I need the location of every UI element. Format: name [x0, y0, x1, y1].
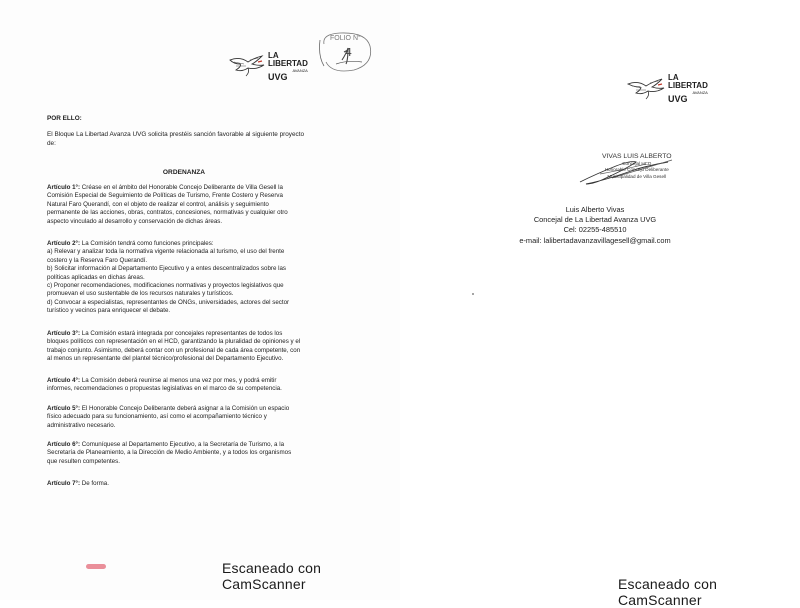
article-label: Artículo 6°:	[47, 441, 81, 448]
article-text: La Comisión tendrá como funciones principales:	[80, 240, 214, 247]
party-logo	[228, 52, 308, 82]
article-text: promuevan el uso sustentable de los recursos naturales y turísticos.	[47, 290, 234, 298]
logo-line-2: LIBERTAD	[268, 59, 308, 68]
camscanner-footer-right: Escaneado con CamScanner	[618, 576, 718, 608]
contact-name: Luis Alberto Vivas	[565, 205, 625, 214]
ordenanza-title: ORDENANZA	[162, 169, 206, 176]
logo-line-2: LIBERTAD	[668, 81, 708, 90]
eagle-logo-icon	[228, 52, 266, 78]
article-3	[47, 330, 325, 364]
folio-label: FOLIO N°	[330, 35, 361, 42]
article-text: administrativo necesario.	[47, 421, 116, 429]
article-text: d) Convocar a especialistas, representantes de ONGs, universidades, actores del sector	[47, 298, 290, 306]
scan-speck	[472, 293, 474, 295]
contact-block	[502, 205, 688, 246]
article-text: La Comisión deberá reunirse al menos una vez por mes, y podrá emitir	[80, 377, 277, 384]
logo-wordmark	[268, 52, 308, 82]
stamp-role: Concejal HCD	[622, 160, 652, 166]
article-1	[47, 184, 325, 226]
logo-line-3: AVANZA	[692, 90, 708, 95]
article-label: Artículo 3°:	[47, 330, 81, 337]
logo-line-4: UVG	[268, 72, 288, 82]
intro-paragraph	[47, 131, 327, 148]
article-label: Artículo 5°:	[47, 405, 81, 412]
red-mark	[86, 564, 106, 569]
article-text: trabajo conjunto. Asimismo, deberá contar con un profesional de cada área competente, con	[47, 346, 301, 354]
folio-stamp	[318, 30, 376, 74]
intro-line: El Bloque La Libertad Avanza UVG solicita prestéis sanción favorable al siguiente proyecto	[47, 131, 305, 138]
article-text: físico adecuado para su funcionamiento, así como el acompañamiento técnico y	[47, 413, 267, 421]
stamp-place: Municipalidad de Villa Gesell	[607, 173, 667, 179]
stamp-body: Honorable Concejo Deliberante	[604, 167, 669, 172]
official-stamp	[602, 154, 672, 180]
article-text: bloques políticos con representación en el HCD, garantizando la pluralidad de opiniones y el	[47, 338, 301, 346]
logo-wordmark	[668, 74, 708, 104]
logo-line-4: UVG	[668, 94, 688, 104]
article-text: c) Proponer recomendaciones, modificaciones normativas y proyectos legislativos que	[47, 282, 284, 290]
article-text: Créase en el ámbito del Honorable Concejo Deliberante de Villa Gesell la	[80, 184, 283, 191]
article-text: informes, recomendaciones o propuestas legislativas en el marco de su competencia.	[47, 385, 282, 393]
contact-email: e-mail: lalibertadavanzavillagesell@gmail.com	[519, 235, 671, 245]
article-6	[47, 441, 325, 466]
party-logo-right	[626, 74, 708, 104]
article-text: Comuníquese al Departamento Ejecutivo, a la Secretaría de Turismo, a la	[80, 441, 285, 448]
article-text: Natural Faro Querandí, con el objeto de realizar el control, análisis y seguimiento	[47, 200, 269, 208]
article-label: Artículo 2°:	[47, 240, 81, 247]
article-text: turístico y vecinos para enriquecer el debate.	[47, 307, 171, 315]
camscanner-footer: Escaneado con CamScanner	[222, 560, 322, 592]
article-text: que resulten competentes.	[47, 457, 120, 465]
article-text: aspecto vinculado al desarrollo y conservación de dichas áreas.	[47, 217, 223, 225]
article-label: Artículo 7°:	[47, 480, 81, 487]
eagle-logo-icon	[626, 74, 666, 100]
contact-phone: Cel: 02255-485510	[563, 225, 627, 235]
article-label: Artículo 1°:	[47, 184, 81, 191]
article-2	[47, 240, 325, 316]
article-text: La Comisión estará integrada por concejales representantes de todos los	[80, 330, 283, 337]
article-text: b) Solicitar información al Departamento Ejecutivo y a entes descentralizados sobre las	[47, 265, 287, 273]
article-text: permanente de las acciones, obras, contratos, concesiones, normativas y cualquier otro	[47, 209, 288, 217]
article-7	[47, 480, 325, 488]
folio-number: 4	[345, 46, 352, 59]
article-text: al menos un representante del plantel técnico/profesional del Departamento Ejecutivo.	[47, 355, 284, 363]
article-5	[47, 405, 325, 430]
por-ello-heading: POR ELLO:	[47, 115, 82, 122]
article-text: Comisión Especial de Seguimiento de Políticas de Turismo, Frente Costero y Reserva	[47, 192, 283, 200]
article-text: costero y la Reserva Faro Querandí.	[47, 256, 148, 264]
stamp-name: VIVAS LUIS ALBERTO	[602, 153, 672, 160]
article-text: De forma.	[80, 480, 109, 487]
logo-line-3: AVANZA	[292, 68, 308, 73]
left-page	[0, 0, 400, 600]
article-text: políticas aplicadas en dichas áreas.	[47, 273, 145, 281]
article-text: Secretaría de Planeamiento, a la Dirección de Medio Ambiente, y a todos los organismos	[47, 449, 292, 457]
right-page	[400, 0, 800, 600]
logo-line-1: LA	[268, 51, 279, 60]
article-4	[47, 377, 325, 394]
article-label: Artículo 4°:	[47, 377, 81, 384]
contact-title: Concejal de La Libertad Avanza UVG	[533, 215, 657, 225]
logo-line-1: LA	[668, 73, 679, 82]
article-text: El Honorable Concejo Deliberante deberá asignar a la Comisión un espacio	[80, 405, 290, 412]
article-text: a) Relevar y analizar toda la normativa vigente relacionada al turismo, el uso del frente	[47, 248, 285, 256]
intro-line: de:	[47, 139, 56, 147]
